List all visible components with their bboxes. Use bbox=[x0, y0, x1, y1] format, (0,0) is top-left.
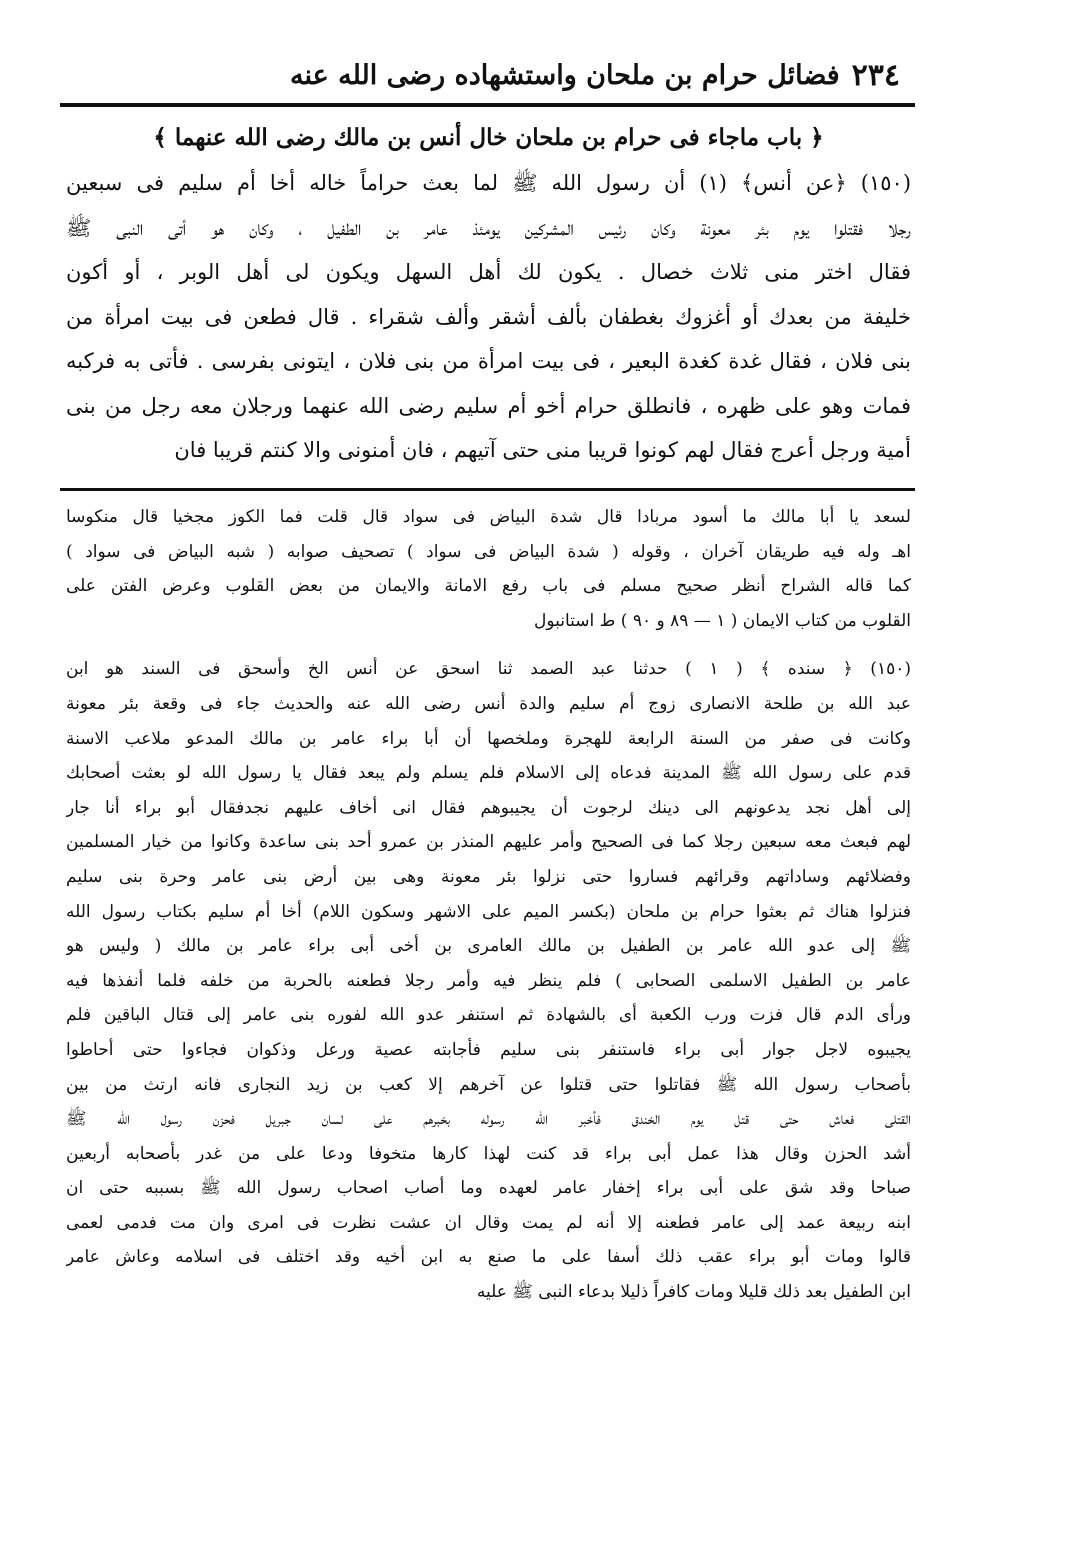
footnote-line: يجيبوه لاجل جوار أبى براء فاستنفر بنى سليم فأجابته عصية ورعل وذكوان فجاءوا حتى أحاطوا bbox=[66, 1039, 911, 1060]
main-text-line: بنى فلان ، فقال غدة كغدة البعير ، فى بيت امرأة من بنى فلان ، ايتونى بفرسى . فأتى به فركبه bbox=[66, 349, 911, 373]
footnote-line: ورأى الدم قال فزت ورب الكعبة أى بالشهادة ثم استنفر عدو الله لفوره بنى عامر إلى قتال الباقين فلم bbox=[66, 1005, 911, 1026]
chapter-heading: ﴿ باب ماجاء فى حرام بن ملحان خال أنس بن مالك رضى الله عنهما ﴾ bbox=[153, 124, 824, 151]
page-header bbox=[240, 50, 900, 100]
main-text-line: (١٥٠) ﴿عن أنس﴾ (١) أن رسول الله ﷺ لما بعث حراماً خاله أخا أم سليم فى سبعين bbox=[66, 171, 911, 195]
footnote-separator bbox=[60, 488, 915, 491]
footnote-line: صباحا وقد شق على أبى براء إخفار عامر لعهده وما أصاب اصحاب رسول الله ﷺ بسببه حتى ان bbox=[66, 1178, 911, 1199]
footnote-line: أشد الحزن وقال هذا عمل أبى براء قد كنت لهذا كارها متخوفا ودعا على من غدر بأصحابه أربعين bbox=[66, 1143, 911, 1164]
footnotes bbox=[66, 500, 911, 1310]
footnote-sanad-150 bbox=[66, 652, 911, 1309]
footnote-continuation bbox=[66, 500, 911, 638]
footnote-line: القلوب من كتاب الايمان ( ١ — ٨٩ و ٩٠ ) ط استانبول bbox=[533, 610, 911, 631]
footnote-line: كما قاله الشراح أنظر صحيح مسلم فى باب رفع الامانة والايمان من بعض القلوب وعرض الفتن على bbox=[66, 576, 911, 597]
footnote-line: وكانت فى صفر من السنة الرابعة للهجرة وملخصها أن أبا براء عامر بن مالك المدعو ملاعب الاسنة bbox=[66, 728, 911, 749]
main-text-line: فقال اختر منى ثلاث خصال . يكون لك أهل السهل ويكون لى أهل الوبر ، أو أكون bbox=[66, 260, 911, 284]
footnote-line: لسعد يا أبا مالك ما أسود مربادا قال شدة البياض فى سواد قال قلت فما الكوز مجخيا قال منكوسا bbox=[66, 507, 911, 527]
footnote-line: بأصحاب رسول الله ﷺ فقاتلوا حتى قتلوا عن آخرهم إلا كعب بن زيد النجارى فانه ارتث من بين bbox=[66, 1074, 911, 1095]
footnote-line: وفضلائهم وساداتهم وقرائهم فساروا حتى نزلوا بئر معونة وهى بين أرض بنى عامر وحرة بنى سليم bbox=[66, 866, 911, 887]
footnote-line: ابنه ربيعة عمد إلى عامر فطعنه إلا أنه لم يمت وقال ان عشت نظرت فى امرى وان مت فدمى لعمى bbox=[66, 1212, 911, 1233]
footnote-line: القتلى فعاش حتى قتل يوم الخندق فأخبر الله رسوله بخبرهم على لسان جبريل فحزن رسول الله ﷺ bbox=[66, 1109, 911, 1130]
footnote-line: ﷺ إلى عدو الله عامر بن الطفيل بن مالك العامرى بن أخى أبى براء عامر بن مالك ( وليس هو bbox=[66, 936, 911, 957]
footnote-line: قدم على رسول الله ﷺ المدينة فدعاه إلى الاسلام فلم يسلم ولم يبعد فقال يا رسول الله لو بعثت أصحابك bbox=[66, 763, 911, 784]
footnote-line: لهم فبعث معه سبعين رجلا كما فى الصحيح وأمر عليهم المنذر بن عمرو أحد بنى ساعدة وكانوا من خيار المسلمين bbox=[66, 832, 911, 853]
footnote-gap bbox=[66, 638, 911, 652]
header-rule bbox=[60, 103, 915, 107]
footnote-line: اهـ وله فيه طريقان آخران ، وقوله ( شدة البياض فى سواد ) تصحيف صوابه ( شبه البياض فى سواد ) bbox=[66, 541, 911, 562]
running-title: فضائل حرام بن ملحان واستشهاده رضى الله عنه bbox=[290, 59, 840, 91]
main-text-line: خليفة من بعدك أو أغزوك بغطفان بألف أشقر وألف شقراء . قال فطعن فى بيت امرأة من bbox=[66, 304, 911, 329]
main-text-line: رجلا فقتلوا يوم بئر معونة وكان رئيس المشركين يومئذ عامر بن الطفيل ، وكان هو أتى النبى ﷺ bbox=[66, 215, 911, 240]
main-text-line: فمات وهو على ظهره ، فانطلق حرام أخو أم سليم رضى الله عنهما ورجلان معه رجل من بنى bbox=[66, 393, 911, 418]
main-text-line: أمية ورجل أعرج فقال لهم كونوا قريبا منى حتى آتيهم ، فان أمنونى والا كنتم قريبا فان bbox=[174, 438, 911, 462]
footnote-line: إلى أهل نجد يدعونهم الى دينك لرجوت أن يجيبوهم فقال انى أخاف عليهم نجدفقال أبو براء أنا جار bbox=[66, 797, 911, 818]
footnote-line: (١٥٠) ﴿ سنده ﴾ ( ١ ) حدثنا عبد الصمد ثنا اسحق عن أنس الخ وأسحق فى السند هو ابن bbox=[66, 659, 911, 680]
footnote-line: ابن الطفيل بعد ذلك قليلا ومات كافراً ذليلا بدعاء النبى ﷺ عليه bbox=[476, 1282, 911, 1303]
main-text bbox=[66, 115, 911, 473]
page-number: ٢٣٤ bbox=[851, 57, 900, 93]
footnote-line: عامر بن الطفيل الاسلمى الصحابى ) فلم ينظر فيه وأمر رجلا فطعنه بالحربة من خلفه فلما أنفذها فيه bbox=[66, 970, 911, 991]
footnote-line: قالوا ومات أبو براء عقب ذلك أسفا على ما صنع به ابن أخيه وقد اختلف فى اسلامه وعاش عامر bbox=[66, 1247, 911, 1268]
footnote-line: فنزلوا هناك ثم بعثوا حرام بن ملحان (بكسر الميم على الاشهر وسكون اللام) أخا أم سليم بكتاب رسول الله bbox=[66, 901, 911, 922]
footnote-line: عبد الله بن طلحة الانصارى زوج أم سليم والدة أنس رضى الله عنه والحديث جاء فى وقعة بئر معونة bbox=[66, 693, 911, 714]
